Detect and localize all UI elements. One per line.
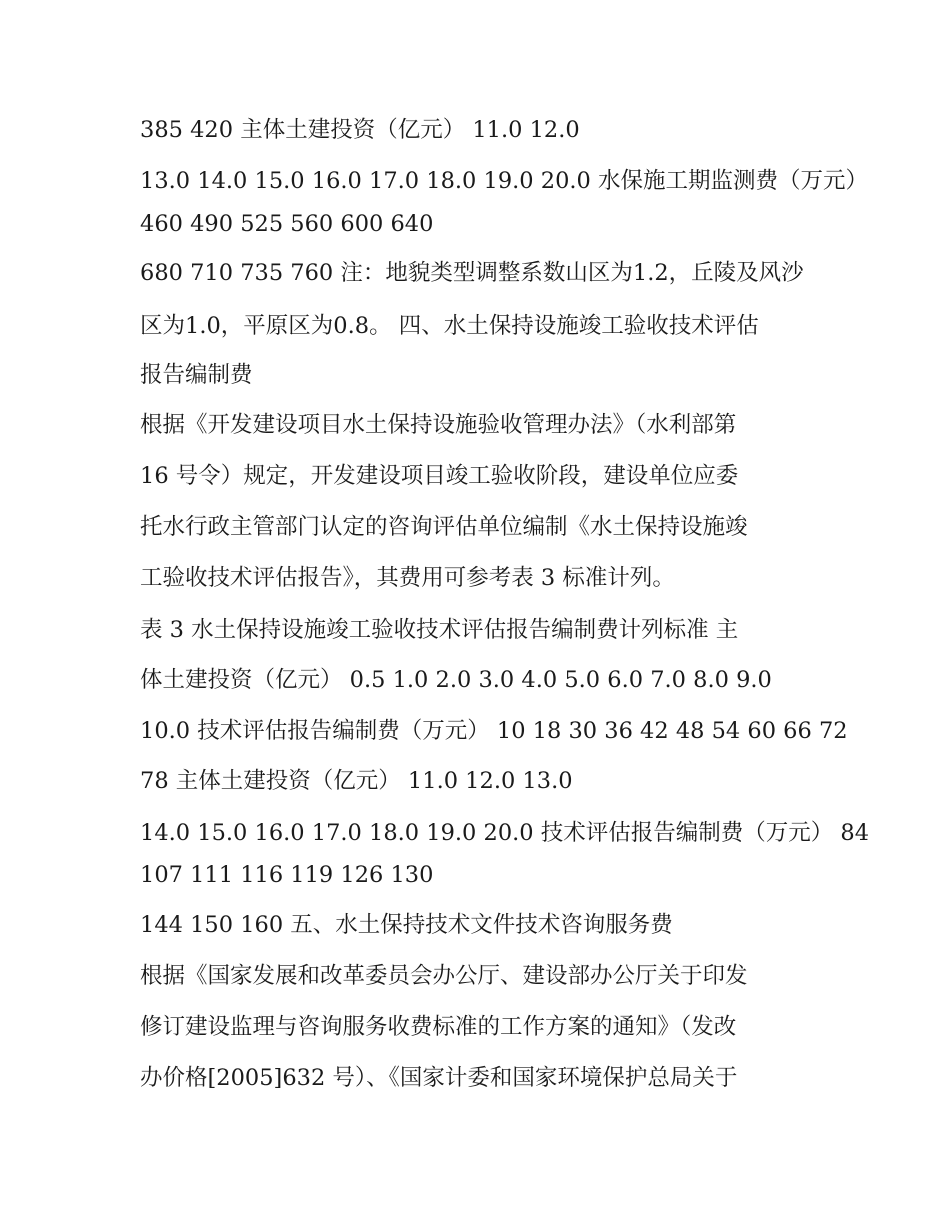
text-line: 107 111 116 119 126 130 — [140, 862, 434, 888]
text-line: 工验收技术评估报告》，其费用可参考表 3 标准计列。 — [140, 565, 675, 591]
text-line: 680 710 735 760 注：地貌类型调整系数山区为1.2，丘陵及风沙 — [140, 260, 804, 286]
text-line: 460 490 525 560 600 640 — [140, 211, 434, 237]
text-line: 10.0 技术评估报告编制费（万元） 10 18 30 36 42 48 54 60 66 72 — [140, 718, 848, 744]
text-line: 体土建投资（亿元） 0.5 1.0 2.0 3.0 4.0 5.0 6.0 7.0 8.0 9.0 — [140, 667, 772, 693]
text-line: 14.0 15.0 16.0 17.0 18.0 19.0 20.0 技术评估报告编制费（万元） 84 — [140, 820, 870, 846]
text-line: 报告编制费 — [140, 362, 253, 388]
text-line: 修订建设监理与咨询服务收费标准的工作方案的通知》（发改 — [140, 1014, 737, 1040]
text-line: 78 主体土建投资（亿元） 11.0 12.0 13.0 — [140, 768, 573, 794]
text-line: 表 3 水土保持设施竣工验收技术评估报告编制费计列标准 主 — [140, 617, 739, 643]
text-line: 16 号令）规定，开发建设项目竣工验收阶段，建设单位应委 — [140, 463, 739, 489]
text-line: 385 420 主体土建投资（亿元） 11.0 12.0 — [140, 117, 580, 143]
text-line: 区为1.0，平原区为0.8。 四、水土保持设施竣工验收技术评估 — [140, 313, 759, 339]
text-line: 13.0 14.0 15.0 16.0 17.0 18.0 19.0 20.0 水保施工期监测费（万元） — [140, 168, 868, 194]
text-line: 办价格[2005]632 号）、《国家计委和国家环境保护总局关于 — [140, 1065, 738, 1091]
text-line: 144 150 160 五、水土保持技术文件技术咨询服务费 — [140, 912, 673, 938]
text-line: 托水行政主管部门认定的咨询评估单位编制《水土保持设施竣 — [140, 514, 748, 540]
text-line: 根据《开发建设项目水土保持设施验收管理办法》（水利部第 — [140, 412, 737, 438]
text-line: 根据《国家发展和改革委员会办公厅、建设部办公厅关于印发 — [140, 963, 748, 989]
